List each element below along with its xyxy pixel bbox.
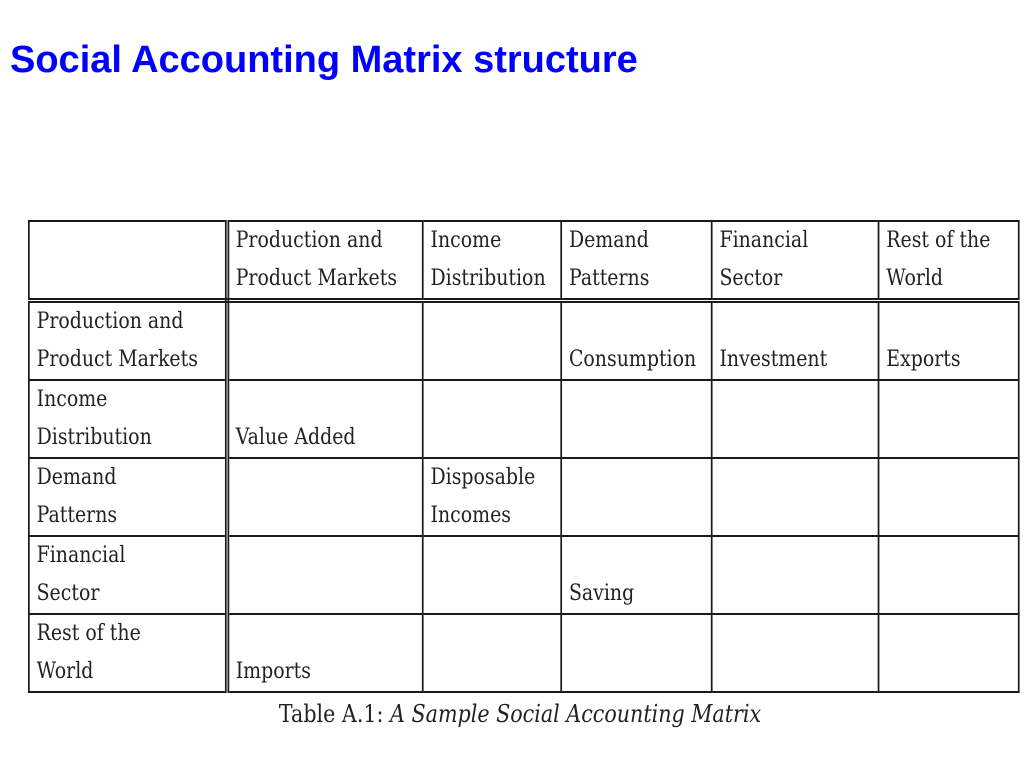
column-header	[227, 221, 423, 301]
table-cell-line-2	[569, 653, 704, 691]
column-header-line-2: World	[886, 266, 944, 291]
table-cell-line-2	[569, 497, 704, 535]
table-cell	[712, 458, 879, 536]
row-header	[29, 380, 227, 458]
column-header-line-1: Financial	[719, 228, 809, 253]
table-row	[29, 614, 1019, 692]
table-cell-line-2: Incomes	[430, 503, 511, 528]
table-cell-line-1	[719, 459, 870, 497]
table-cell-line-2	[569, 419, 704, 457]
table-cell-line-1	[719, 303, 870, 341]
row-header-line-2: Product Markets	[36, 347, 198, 372]
table-cell-line-1	[236, 381, 415, 419]
table-cell	[561, 380, 712, 458]
row-header-line-1: Rest of the	[36, 621, 141, 646]
row-header-line-2: Patterns	[36, 503, 118, 528]
row-header-line-1: Income	[36, 387, 108, 412]
table-cell-line-2	[430, 653, 553, 691]
column-header-line-2: Distribution	[430, 266, 546, 291]
table-header-row	[29, 221, 1019, 301]
row-header-line-2: World	[36, 659, 94, 684]
column-header	[712, 221, 879, 301]
column-header-line-2: Patterns	[568, 266, 650, 291]
table-cell	[227, 380, 423, 458]
table-cell-line-1	[430, 381, 553, 419]
table-cell	[879, 458, 1019, 536]
table-cell-line-2	[719, 653, 870, 691]
table-cell-line-1	[569, 615, 704, 653]
table-cell-line-2	[886, 653, 1011, 691]
table-cell-line-1	[569, 459, 704, 497]
table-cell-line-1	[236, 303, 415, 341]
table-cell	[227, 536, 423, 614]
table-cell	[423, 536, 561, 614]
table-cell	[879, 380, 1019, 458]
row-header-line-1: Demand	[36, 465, 117, 490]
table-row	[29, 536, 1019, 614]
table-cell	[712, 536, 879, 614]
table-cell	[227, 458, 423, 536]
table-cell	[712, 614, 879, 692]
table-cell-line-1	[886, 615, 1011, 653]
table-cell	[561, 458, 712, 536]
table-cell-line-1	[719, 615, 870, 653]
table-cell	[561, 536, 712, 614]
table-cell-line-1	[236, 459, 415, 497]
row-header	[29, 536, 227, 614]
table-cell-line-1	[430, 303, 553, 341]
table-cell-line-2	[719, 575, 870, 613]
table-cell-line-1	[886, 459, 1011, 497]
column-header-line-2: Sector	[719, 266, 783, 291]
table-row	[29, 301, 1019, 381]
table-cell-line-1	[569, 537, 704, 575]
column-header-line-1: Income	[430, 228, 502, 253]
table-cell-line-1	[886, 303, 1011, 341]
corner-cell-line-1	[37, 222, 218, 260]
caption-text: A Sample Social Accounting Matrix	[390, 700, 762, 728]
table-cell-line-2	[236, 341, 415, 379]
column-header	[561, 221, 712, 301]
column-header-line-1: Demand	[568, 228, 649, 253]
table-caption	[73, 700, 967, 728]
table-cell-line-2: Saving	[568, 581, 635, 606]
table-cell	[712, 380, 879, 458]
table-cell-line-2: Investment	[719, 347, 828, 372]
corner-cell	[29, 221, 227, 301]
table-cell	[423, 301, 561, 381]
corner-cell-line-2	[37, 260, 218, 298]
table-cell-line-2	[236, 575, 415, 613]
table-cell-line-2	[719, 497, 870, 535]
column-header	[879, 221, 1019, 301]
table-cell	[561, 301, 712, 381]
table-cell-line-2	[886, 419, 1011, 457]
table-cell	[561, 614, 712, 692]
table-cell	[423, 614, 561, 692]
table-cell	[227, 614, 423, 692]
table-row	[29, 458, 1019, 536]
social-accounting-matrix-table	[28, 220, 1020, 693]
table-cell-line-2: Imports	[235, 659, 311, 684]
row-header	[29, 614, 227, 692]
table-cell-line-1	[886, 381, 1011, 419]
table-cell	[227, 301, 423, 381]
table-cell-line-2	[236, 497, 415, 535]
row-header	[29, 301, 227, 381]
slide-title: Social Accounting Matrix structure	[10, 39, 638, 81]
table-cell-line-1	[430, 615, 553, 653]
table-cell-line-1: Disposable	[430, 465, 536, 490]
table-cell-line-1	[569, 303, 704, 341]
row-header-line-2: Sector	[36, 581, 100, 606]
table-cell-line-2	[886, 497, 1011, 535]
table-cell	[712, 301, 879, 381]
row-header	[29, 458, 227, 536]
column-header-line-1: Rest of the	[886, 228, 991, 253]
table-cell-line-1	[719, 537, 870, 575]
table-cell-line-2	[719, 419, 870, 457]
table-cell	[423, 458, 561, 536]
column-header-line-2: Product Markets	[235, 266, 398, 291]
table-cell-line-1	[569, 381, 704, 419]
table-cell-line-2: Exports	[886, 347, 961, 372]
column-header	[423, 221, 561, 301]
table-cell-line-1	[886, 537, 1011, 575]
table-cell	[423, 380, 561, 458]
table-cell-line-2: Consumption	[568, 347, 697, 372]
table-cell-line-1	[236, 537, 415, 575]
table-cell	[879, 536, 1019, 614]
table-cell-line-2	[430, 419, 553, 457]
table-cell-line-2: Value Added	[235, 425, 356, 450]
table-cell	[879, 614, 1019, 692]
table-cell-line-2	[430, 341, 553, 379]
table-cell-line-1	[236, 615, 415, 653]
row-header-line-1: Production and	[36, 309, 184, 334]
table-row	[29, 380, 1019, 458]
row-header-line-1: Financial	[36, 543, 126, 568]
table-cell-line-2	[430, 575, 553, 613]
table-cell-line-1	[430, 537, 553, 575]
table-cell-line-1	[719, 381, 870, 419]
row-header-line-2: Distribution	[36, 425, 152, 450]
caption-label: Table A.1:	[278, 700, 384, 728]
column-header-line-1: Production and	[235, 228, 383, 253]
table-cell	[879, 301, 1019, 381]
table-cell-line-2	[886, 575, 1011, 613]
